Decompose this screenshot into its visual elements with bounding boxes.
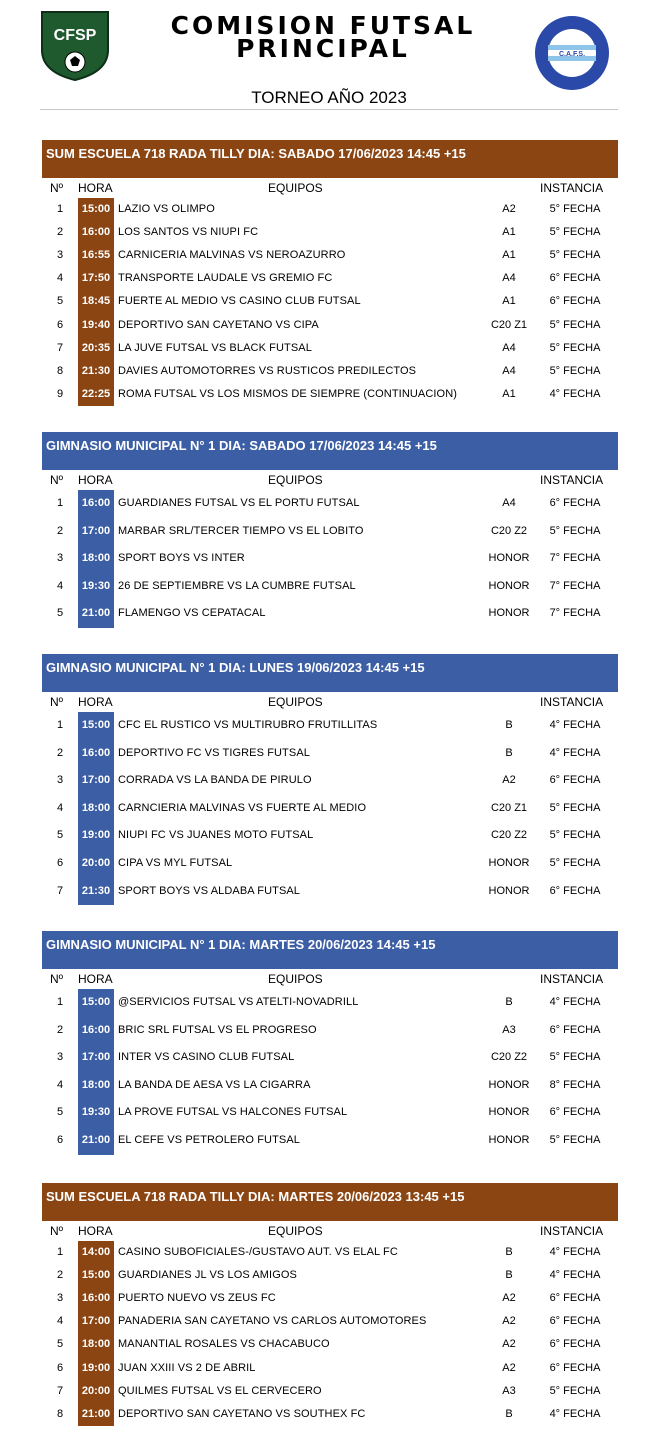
match-teams: MARBAR SRL/TERCER TIEMPO VS EL LOBITO [118, 524, 364, 537]
section-title: SUM ESCUELA 718 RADA TILLY DIA: MARTES 20/06/2023 13:45 +15 [42, 1183, 618, 1221]
match-row [42, 989, 618, 1017]
match-teams: MANANTIAL ROSALES VS CHACABUCO [118, 1338, 330, 1351]
match-number: 1 [56, 719, 64, 731]
match-teams: SPORT BOYS VS INTER [118, 552, 245, 565]
match-teams: @SERVICIOS FUTSAL VS ATELTI-NOVADRILL [118, 996, 359, 1008]
match-teams: SPORT BOYS VS ALDABA FUTSAL [118, 884, 301, 897]
match-round: 5° FECHA [549, 249, 601, 262]
match-number: 2 [56, 226, 64, 239]
match-time: 18:45 [81, 295, 111, 308]
match-number: 3 [56, 774, 64, 787]
match-number: 5 [56, 1338, 64, 1351]
match-round: 7° FECHA [549, 552, 601, 565]
schedule-section [42, 931, 618, 1155]
match-row [42, 1357, 618, 1380]
match-time: 16:00 [81, 746, 111, 759]
match-row [42, 337, 618, 360]
match-time: 20:00 [81, 1384, 111, 1397]
column-header-equipos: EQUIPOS [268, 695, 323, 709]
match-category: HONOR [488, 1134, 530, 1146]
match-list [42, 1241, 618, 1426]
match-number: 3 [56, 1051, 64, 1064]
column-headers [42, 1221, 618, 1241]
match-teams: GUARDIANES JL VS LOS AMIGOS [118, 1269, 297, 1282]
match-round: 5° FECHA [549, 1384, 601, 1397]
match-teams: LA BANDA DE AESA VS LA CIGARRA [118, 1078, 311, 1091]
column-header-num: Nº [50, 473, 64, 487]
match-number: 4 [56, 1078, 64, 1091]
column-header-instancia: INSTANCIA [540, 1224, 604, 1238]
match-row [42, 795, 618, 823]
match-row [42, 1099, 618, 1127]
match-round: 6° FECHA [549, 1361, 601, 1374]
match-row [42, 1310, 618, 1333]
match-round: 4° FECHA [549, 1407, 601, 1420]
match-row [42, 290, 618, 313]
match-category: A1 [502, 387, 516, 400]
section-title: GIMNASIO MUNICIPAL N° 1 DIA: SABADO 17/06/2023 14:45 +15 [42, 432, 618, 470]
match-list [42, 198, 618, 406]
match-round: 4° FECHA [549, 746, 601, 759]
match-number: 9 [56, 387, 64, 400]
match-category: A4 [502, 272, 516, 285]
match-round: 4° FECHA [549, 387, 601, 400]
match-teams: LA PROVE FUTSAL VS HALCONES FUTSAL [118, 1106, 348, 1119]
match-list [42, 712, 618, 905]
match-time: 16:55 [81, 249, 111, 262]
match-round: 5° FECHA [549, 829, 601, 842]
match-row [42, 198, 618, 221]
section-title: SUM ESCUELA 718 RADA TILLY DIA: SABADO 17/06/2023 14:45 +15 [42, 140, 618, 178]
match-teams: CIPA VS MYL FUTSAL [118, 857, 233, 869]
match-row [42, 383, 618, 406]
match-round: 6° FECHA [549, 884, 601, 897]
cafs-logo [533, 14, 611, 92]
column-headers [42, 969, 618, 989]
match-category: A4 [502, 341, 516, 354]
match-number: 6 [56, 1134, 64, 1146]
match-teams: LOS SANTOS VS NIUPI FC [118, 226, 259, 239]
column-headers [42, 692, 618, 712]
match-time: 18:00 [81, 1338, 111, 1351]
match-number: 4 [56, 1315, 64, 1328]
column-header-num: Nº [50, 1224, 64, 1238]
match-round: 6° FECHA [549, 774, 601, 787]
match-round: 5° FECHA [549, 318, 601, 331]
match-category: C20 Z1 [490, 318, 528, 331]
column-header-instancia: INSTANCIA [540, 473, 604, 487]
column-header-equipos: EQUIPOS [268, 473, 323, 487]
column-header-hora: HORA [78, 972, 113, 986]
match-time: 21:30 [81, 884, 111, 897]
match-row [42, 712, 618, 740]
column-header-hora: HORA [78, 473, 113, 487]
match-category: HONOR [488, 552, 530, 565]
match-row [42, 822, 618, 850]
schedule-section [42, 140, 618, 406]
match-row [42, 1403, 618, 1426]
match-round: 5° FECHA [549, 857, 601, 869]
match-category: A2 [502, 203, 516, 215]
column-header-instancia: INSTANCIA [540, 695, 604, 709]
match-time: 15:00 [81, 1269, 111, 1282]
match-teams: CASINO SUBOFICIALES-/GUSTAVO AUT. VS ELAL FC [118, 1246, 398, 1258]
match-row [42, 1287, 618, 1310]
match-round: 5° FECHA [549, 364, 601, 377]
match-category: A1 [502, 295, 516, 308]
match-number: 6 [56, 857, 64, 869]
match-teams: CARNICERIA MALVINAS VS NEROAZURRO [118, 249, 346, 262]
match-list [42, 989, 618, 1155]
section-title: GIMNASIO MUNICIPAL N° 1 DIA: MARTES 20/06/2023 14:45 +15 [42, 931, 618, 969]
match-teams: JUAN XXIII VS 2 DE ABRIL [118, 1361, 256, 1374]
match-number: 1 [56, 996, 64, 1008]
schedule-section [42, 654, 618, 905]
match-time: 15:00 [81, 996, 111, 1008]
match-row [42, 267, 618, 290]
match-number: 3 [56, 249, 64, 262]
match-time: 17:00 [81, 1051, 111, 1064]
match-teams: CARNCIERIA MALVINAS VS FUERTE AL MEDIO [118, 801, 367, 814]
match-number: 8 [56, 364, 64, 377]
match-teams: DEPORTIVO SAN CAYETANO VS SOUTHEX FC [118, 1407, 366, 1420]
match-category: HONOR [488, 607, 530, 620]
match-round: 5° FECHA [549, 1051, 601, 1064]
match-category: A2 [502, 1292, 516, 1305]
match-teams: FUERTE AL MEDIO VS CASINO CLUB FUTSAL [118, 295, 361, 308]
column-header-equipos: EQUIPOS [268, 972, 323, 986]
match-category: A2 [502, 1338, 516, 1351]
column-headers [42, 178, 618, 198]
match-teams: NIUPI FC VS JUANES MOTO FUTSAL [118, 829, 314, 842]
match-number: 8 [56, 1407, 64, 1420]
match-row [42, 1380, 618, 1403]
match-time: 17:50 [81, 272, 111, 285]
match-teams: BRIC SRL FUTSAL VS EL PROGRESO [118, 1023, 317, 1036]
match-category: A4 [502, 364, 516, 377]
match-category: C20 Z2 [490, 524, 528, 537]
match-time: 18:00 [81, 801, 111, 814]
match-row [42, 1241, 618, 1264]
match-category: A2 [502, 1315, 516, 1328]
match-teams: PUERTO NUEVO VS ZEUS FC [118, 1292, 276, 1305]
match-time: 19:00 [81, 1361, 111, 1374]
match-time: 21:00 [81, 1134, 111, 1146]
tournament-subtitle: TORNEO AÑO 2023 [251, 88, 407, 107]
match-round: 6° FECHA [549, 1023, 601, 1036]
match-number: 5 [56, 607, 64, 620]
match-teams: PANADERIA SAN CAYETANO VS CARLOS AUTOMOTORES [118, 1315, 427, 1328]
match-time: 16:00 [81, 1023, 111, 1036]
svg-text:C.A.F.S.: C.A.F.S. [558, 51, 586, 58]
match-row [42, 221, 618, 244]
match-time: 17:00 [81, 524, 111, 537]
match-number: 2 [56, 746, 64, 759]
match-number: 1 [56, 1246, 64, 1258]
match-time: 22:25 [81, 387, 111, 400]
column-header-num: Nº [50, 972, 64, 986]
match-number: 4 [56, 272, 64, 285]
match-number: 5 [56, 829, 64, 842]
match-time: 18:00 [81, 552, 111, 565]
section-title: GIMNASIO MUNICIPAL N° 1 DIA: LUNES 19/06/2023 14:45 +15 [42, 654, 618, 692]
match-category: A4 [502, 497, 516, 509]
match-row [42, 244, 618, 267]
match-time: 19:00 [81, 829, 111, 842]
match-number: 4 [56, 579, 64, 592]
match-round: 6° FECHA [549, 1315, 601, 1328]
match-number: 7 [56, 341, 64, 354]
match-category: B [505, 719, 513, 731]
match-time: 14:00 [81, 1246, 111, 1258]
match-category: HONOR [488, 1078, 530, 1091]
match-row [42, 1333, 618, 1356]
match-teams: EL CEFE VS PETROLERO FUTSAL [118, 1134, 301, 1146]
match-category: B [505, 1407, 513, 1420]
match-round: 5° FECHA [549, 203, 601, 215]
match-time: 20:35 [81, 341, 111, 354]
match-round: 5° FECHA [549, 226, 601, 239]
match-time: 16:00 [81, 497, 111, 509]
match-time: 21:00 [81, 607, 111, 620]
match-round: 7° FECHA [549, 579, 601, 592]
match-category: HONOR [488, 579, 530, 592]
match-time: 16:00 [81, 226, 111, 239]
match-number: 3 [56, 1292, 64, 1305]
column-header-hora: HORA [78, 695, 113, 709]
match-time: 19:30 [81, 579, 111, 592]
match-number: 5 [56, 1106, 64, 1119]
column-header-hora: HORA [78, 181, 113, 195]
match-time: 16:00 [81, 1292, 111, 1305]
column-header-num: Nº [50, 695, 64, 709]
match-teams: CFC EL RUSTICO VS MULTIRUBRO FRUTILLITAS [118, 719, 378, 731]
match-round: 4° FECHA [549, 1246, 601, 1258]
match-row [42, 1264, 618, 1287]
match-category: A2 [502, 774, 516, 787]
match-row [42, 360, 618, 383]
match-category: A3 [502, 1384, 516, 1397]
cfsp-logo [38, 10, 112, 82]
match-time: 15:00 [81, 203, 111, 215]
match-round: 4° FECHA [549, 719, 601, 731]
match-row [42, 518, 618, 546]
match-row [42, 545, 618, 573]
match-category: A1 [502, 249, 516, 262]
schedule-section [42, 1183, 618, 1426]
match-row [42, 490, 618, 518]
match-teams: DAVIES AUTOMOTORRES VS RUSTICOS PREDILECTOS [118, 364, 417, 377]
match-round: 6° FECHA [549, 497, 601, 509]
match-number: 7 [56, 1384, 64, 1397]
match-category: C20 Z2 [490, 1051, 528, 1064]
column-header-equipos: EQUIPOS [268, 181, 323, 195]
match-row [42, 1044, 618, 1072]
match-row [42, 878, 618, 906]
match-time: 17:00 [81, 774, 111, 787]
match-number: 1 [56, 497, 64, 509]
match-round: 4° FECHA [549, 1269, 601, 1282]
match-number: 2 [56, 1023, 64, 1036]
match-number: 7 [56, 884, 64, 897]
match-round: 5° FECHA [549, 341, 601, 354]
match-round: 7° FECHA [549, 607, 601, 620]
column-header-num: Nº [50, 181, 64, 195]
divider [40, 109, 618, 110]
match-teams: FLAMENGO VS CEPATACAL [118, 607, 266, 620]
match-time: 20:00 [81, 857, 111, 869]
match-teams: ROMA FUTSAL VS LOS MISMOS DE SIEMPRE (CONTINUACION) [118, 387, 458, 400]
match-round: 5° FECHA [549, 1134, 601, 1146]
match-category: B [505, 1246, 513, 1258]
match-category: A1 [502, 226, 516, 239]
match-round: 6° FECHA [549, 272, 601, 285]
match-teams: 26 DE SEPTIEMBRE VS LA CUMBRE FUTSAL [118, 579, 356, 592]
match-row [42, 1127, 618, 1155]
match-category: B [505, 746, 513, 759]
match-category: A3 [502, 1023, 516, 1036]
match-teams: LAZIO VS OLIMPO [118, 203, 215, 215]
match-time: 21:00 [81, 1407, 111, 1420]
column-header-instancia: INSTANCIA [540, 972, 604, 986]
match-category: C20 Z1 [490, 801, 528, 814]
svg-text:CFSP: CFSP [53, 27, 97, 44]
match-round: 6° FECHA [549, 1338, 601, 1351]
match-category: B [505, 996, 513, 1008]
match-round: 5° FECHA [549, 801, 601, 814]
match-row [42, 600, 618, 628]
match-teams: GUARDIANES FUTSAL VS EL PORTU FUTSAL [118, 497, 360, 509]
match-number: 6 [56, 318, 64, 331]
match-time: 19:30 [81, 1106, 111, 1119]
match-row [42, 573, 618, 601]
match-row [42, 740, 618, 768]
match-row [42, 1017, 618, 1045]
match-time: 17:00 [81, 1315, 111, 1328]
match-list [42, 490, 618, 628]
match-round: 6° FECHA [549, 1292, 601, 1305]
match-teams: DEPORTIVO SAN CAYETANO VS CIPA [118, 318, 319, 331]
match-number: 6 [56, 1361, 64, 1374]
schedule-section [42, 432, 618, 628]
match-number: 5 [56, 295, 64, 308]
match-time: 21:30 [81, 364, 111, 377]
match-number: 2 [56, 524, 64, 537]
match-row [42, 767, 618, 795]
match-number: 2 [56, 1269, 64, 1282]
match-category: HONOR [488, 884, 530, 897]
column-header-hora: HORA [78, 1224, 113, 1238]
page-header [0, 0, 657, 110]
match-round: 8° FECHA [549, 1078, 601, 1091]
match-category: C20 Z2 [490, 829, 528, 842]
match-teams: TRANSPORTE LAUDALE VS GREMIO FC [118, 272, 333, 285]
match-round: 4° FECHA [549, 996, 601, 1008]
match-category: B [505, 1269, 513, 1282]
match-teams: DEPORTIVO FC VS TIGRES FUTSAL [118, 746, 310, 759]
column-header-equipos: EQUIPOS [268, 1224, 323, 1238]
match-row [42, 314, 618, 337]
match-round: 5° FECHA [549, 524, 601, 537]
match-round: 6° FECHA [549, 1106, 601, 1119]
column-header-instancia: INSTANCIA [540, 181, 604, 195]
match-time: 15:00 [81, 719, 111, 731]
match-category: A2 [502, 1361, 516, 1374]
match-row [42, 850, 618, 878]
match-number: 1 [56, 203, 64, 215]
match-category: HONOR [488, 1106, 530, 1119]
match-teams: CORRADA VS LA BANDA DE PIRULO [118, 774, 312, 787]
match-teams: LA JUVE FUTSAL VS BLACK FUTSAL [118, 341, 312, 354]
match-time: 18:00 [81, 1078, 111, 1091]
match-round: 6° FECHA [549, 295, 601, 308]
match-category: HONOR [488, 857, 530, 869]
match-teams: INTER VS CASINO CLUB FUTSAL [118, 1051, 295, 1064]
match-teams: QUILMES FUTSAL VS EL CERVECERO [118, 1384, 322, 1397]
match-row [42, 1072, 618, 1100]
match-time: 19:40 [81, 318, 111, 331]
main-title: COMISION FUTSAL PRINCIPAL [170, 11, 476, 63]
match-number: 3 [56, 552, 64, 565]
column-headers [42, 470, 618, 490]
match-number: 4 [56, 801, 64, 814]
